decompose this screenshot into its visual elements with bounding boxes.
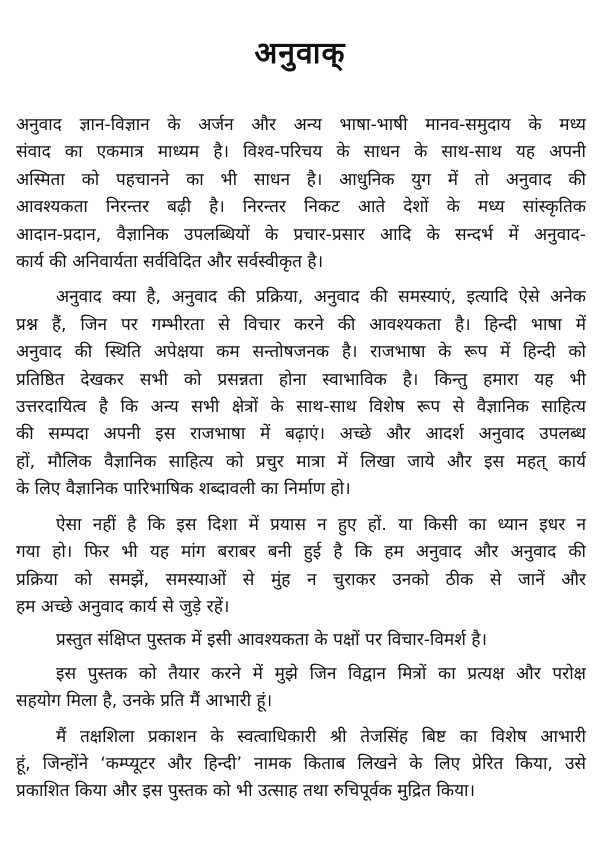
body-text [16, 112, 586, 806]
text-line: हों, मौलिक वैज्ञानिक साहित्य को प्रचुर मात्रा में लिखा जाये और इस महत् कार्य [16, 451, 586, 472]
text-line: आदान-प्रदान, वैज्ञानिक उपलब्धियों के प्रचार-प्रसार आदि के सन्दर्भ में अनुवाद- [16, 224, 586, 245]
text-line: अनुवाद की स्थिति अपेक्षया कम सन्तोषजनक है। राजभाषा के रूप में हिन्दी को [16, 342, 586, 363]
text-line: गया हो। फिर भी यह मांग बराबर बनी हुई है कि हम अनुवाद और अनुवाद की [16, 542, 586, 563]
paragraph-2 [16, 284, 586, 503]
paragraph-3 [16, 512, 586, 622]
text-line: प्रस्तुत संक्षिप्त पुस्तक में इसी आवश्यकता के पक्षों पर विचार-विमर्श है। [56, 630, 488, 651]
paragraph-1 [16, 112, 586, 276]
text-line: के लिए वैज्ञानिक पारिभाषिक शब्दावली का निर्माण हो। [16, 479, 351, 500]
text-line: इस पुस्तक को तैयार करने में मुझे जिन विद्वान मित्रों का प्रत्यक्ष और परोक्ष [56, 663, 586, 684]
text-line: आवश्यकता निरन्तर बढ़ी है। निरन्तर निकट आते देशों के मध्य सांस्कृतिक [16, 197, 586, 218]
text-line: कार्य की अनिवार्यता सर्वविदित और सर्वस्वीकृत है। [16, 252, 324, 273]
text-line: की सम्पदा अपनी इस राजभाषा में बढ़ाएं। अच्छे और आदर्श अनुवाद उपलब्ध [16, 424, 586, 445]
text-line: संवाद का एकमात्र माध्यम है। विश्व-परिचय के साधन के साथ-साथ यह अपनी [16, 142, 586, 163]
text-line: प्रश्न हैं, जिन पर गम्भीरता से विचार करने की आवश्यकता है। हिन्दी भाषा में [16, 314, 586, 335]
text-line: सहयोग मिला है, उनके प्रति मैं आभारी हूं। [16, 691, 273, 712]
text-line: अस्मिता को पहचानने का भी साधन है। आधुनिक युग में तो अनुवाद की [16, 169, 586, 190]
text-line: प्रकाशित किया और इस पुस्तक को भी उत्साह तथा रुचिपूर्वक मुद्रित किया। [16, 781, 476, 802]
text-line: अनुवाद क्या है, अनुवाद की प्रक्रिया, अनुवाद की समस्याएं, इत्यादि ऐसे अनेक [56, 287, 586, 308]
text-line: मैं तक्षशिला प्रकाशन के स्वत्वाधिकारी श्री तेजसिंह बिष्ट का विशेष आभारी [56, 726, 586, 747]
text-line: हम अच्छे अनुवाद कार्य से जुड़े रहें। [16, 596, 230, 617]
paragraph-4 [16, 627, 586, 654]
text-line: अनुवाद ज्ञान-विज्ञान के अर्जन और अन्य भाषा-भाषी मानव-समुदाय के मध्य [16, 115, 586, 135]
text-line: ऐसा नहीं है कि इस दिशा में प्रयास न हुए हों. या किसी का ध्यान इधर न [56, 514, 586, 535]
page-title: अनुवाक् [254, 36, 346, 71]
paragraph-6 [16, 724, 586, 806]
text-line: प्रक्रिया को समझें, समस्याओं से मुंह न चुराकर उनको ठीक से जानें और [16, 569, 586, 590]
text-line: उत्तरदायित्व है कि अन्य सभी क्षेत्रों के साथ-साथ विशेष रूप से वैज्ञानिक साहित्य [16, 397, 586, 418]
paragraph-5 [16, 661, 586, 716]
text-line: हूं, जिन्होंने ‘कम्प्यूटर और हिन्दी’ नामक किताब लिखने के लिए प्रेरित किया, उसे [16, 753, 586, 774]
text-line: प्रतिष्ठित देखकर सभी को प्रसन्नता होना स्वाभाविक है। किन्तु हमारा यह भी [16, 369, 586, 390]
